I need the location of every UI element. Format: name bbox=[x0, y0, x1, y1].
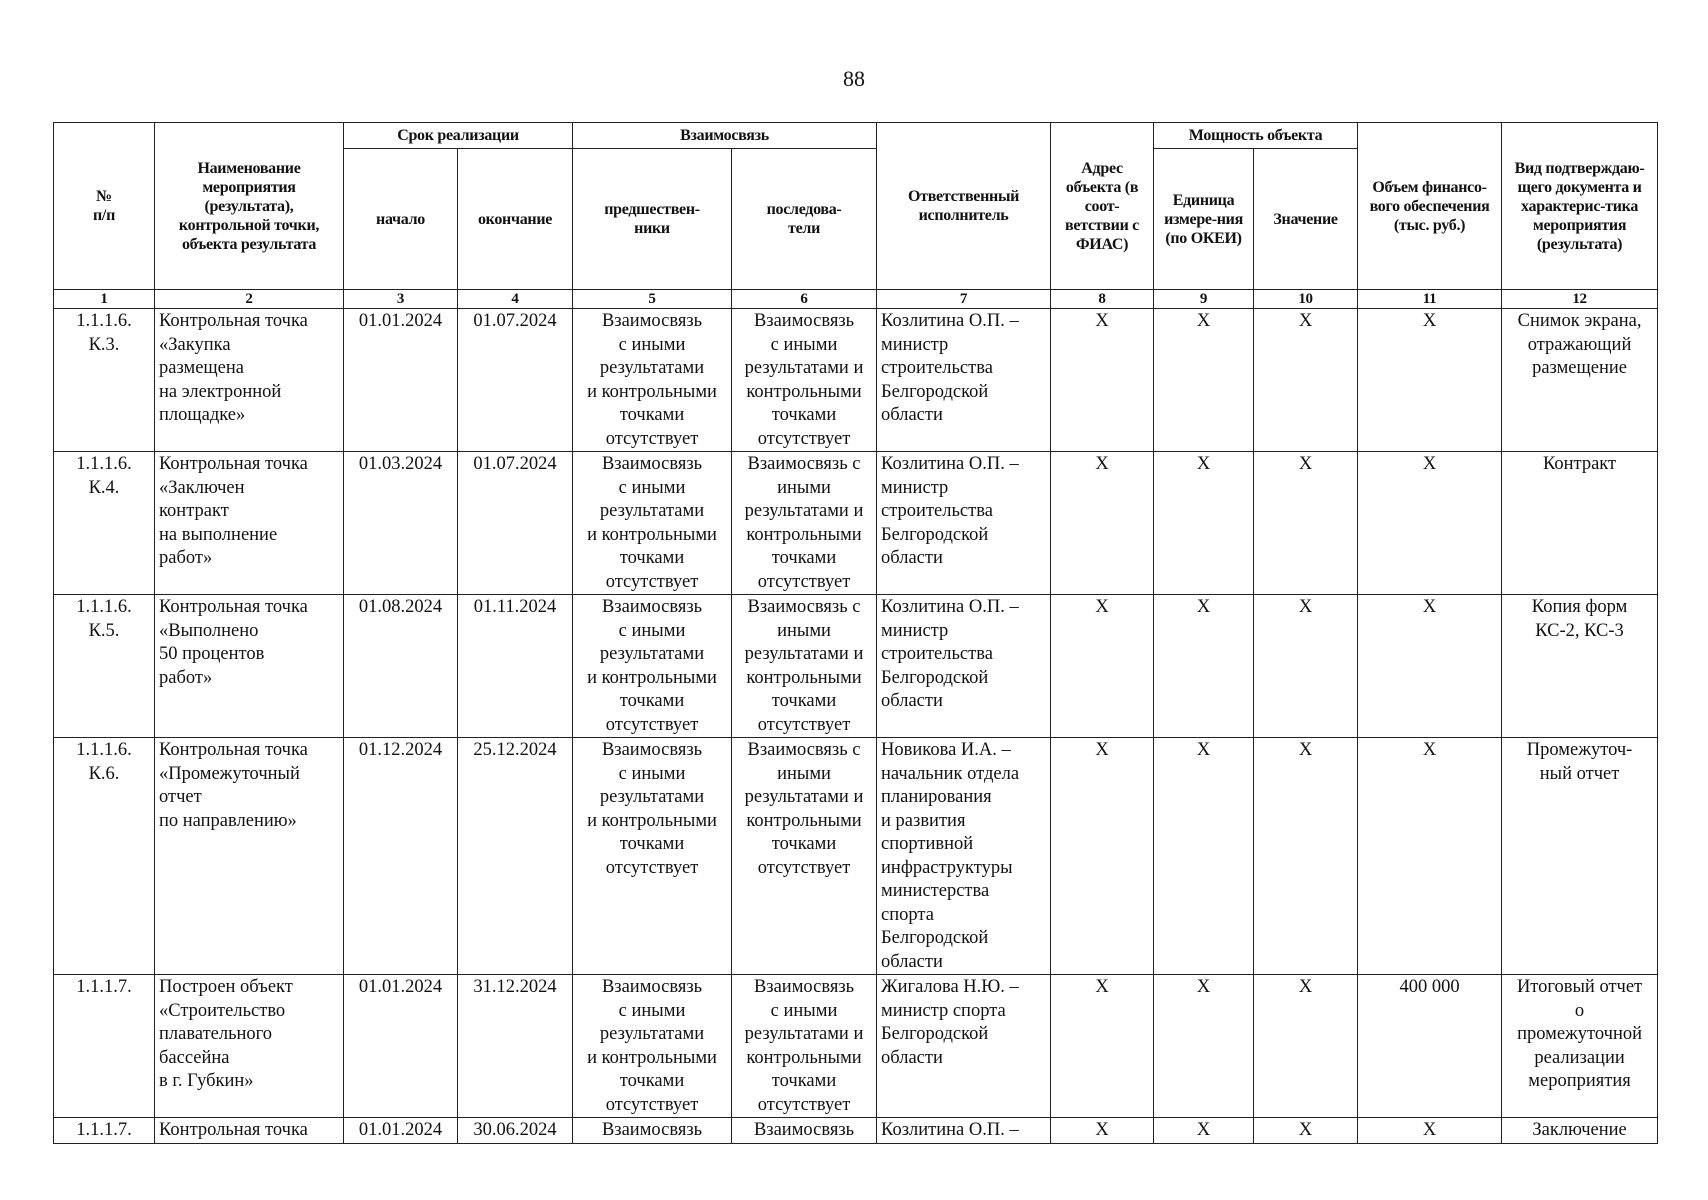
cell-responsible: Козлитина О.П. – министр строительства Белгородской области bbox=[877, 309, 1051, 452]
cell-address: Х bbox=[1051, 1118, 1154, 1144]
cell-successors: Взаимосвязь с иными результатами и контрольными точками отсутствует bbox=[732, 975, 877, 1118]
cell-unit: Х bbox=[1154, 975, 1254, 1118]
cell-value: Х bbox=[1254, 975, 1358, 1118]
cell-start: 01.01.2024 bbox=[344, 1118, 458, 1144]
cell-unit: Х bbox=[1154, 1118, 1254, 1144]
cell-finance: 400 000 bbox=[1358, 975, 1502, 1118]
cell-name: Контрольная точка «Закупка размещена на электронной площадке» bbox=[155, 309, 344, 452]
cell-doc: Итоговый отчет о промежуточной реализации мероприятия bbox=[1502, 975, 1658, 1118]
header-relation: Взаимосвязь bbox=[573, 123, 877, 149]
cell-predecessors: Взаимосвязь с иными результатами и контрольными точками отсутствует bbox=[573, 452, 732, 595]
page-number: 88 bbox=[843, 66, 865, 91]
cell-finance: Х bbox=[1358, 452, 1502, 595]
cell-name: Контрольная точка «Выполнено 50 процентов работ» bbox=[155, 595, 344, 738]
cell-successors: Взаимосвязь с иными результатами и контрольными точками отсутствует bbox=[732, 738, 877, 975]
cell-address: Х bbox=[1051, 975, 1154, 1118]
header-end: окончание bbox=[458, 149, 573, 290]
cell-predecessors: Взаимосвязь с иными результатами и контрольными точками отсутствует bbox=[573, 975, 732, 1118]
cell-end: 25.12.2024 bbox=[458, 738, 573, 975]
cell-no: 1.1.1.6. К.5. bbox=[54, 595, 155, 738]
cell-start: 01.12.2024 bbox=[344, 738, 458, 975]
cell-finance: Х bbox=[1358, 738, 1502, 975]
column-number: 12 bbox=[1502, 290, 1658, 309]
cell-predecessors: Взаимосвязь bbox=[573, 1118, 732, 1144]
header-address: Адрес объекта (в соот-ветствии с ФИАС) bbox=[1051, 123, 1154, 290]
header-responsible: Ответственный исполнитель bbox=[877, 123, 1051, 290]
column-number: 7 bbox=[877, 290, 1051, 309]
cell-value: Х bbox=[1254, 452, 1358, 595]
table-row bbox=[54, 1118, 1658, 1144]
header-successors: последова- тели bbox=[732, 149, 877, 290]
cell-doc: Контракт bbox=[1502, 452, 1658, 595]
cell-end: 01.11.2024 bbox=[458, 595, 573, 738]
cell-unit: Х bbox=[1154, 595, 1254, 738]
cell-successors: Взаимосвязь bbox=[732, 1118, 877, 1144]
cell-responsible: Новикова И.А. – начальник отдела планирования и развития спортивной инфраструктуры министерства спорта Белгородской области bbox=[877, 738, 1051, 975]
column-number: 8 bbox=[1051, 290, 1154, 309]
cell-end: 01.07.2024 bbox=[458, 309, 573, 452]
column-number: 11 bbox=[1358, 290, 1502, 309]
cell-start: 01.01.2024 bbox=[344, 309, 458, 452]
header-name: Наименование мероприятия (результата), контрольной точки, объекта результата bbox=[155, 123, 344, 290]
cell-no: 1.1.1.6. К.4. bbox=[54, 452, 155, 595]
cell-end: 31.12.2024 bbox=[458, 975, 573, 1118]
cell-successors: Взаимосвязь с иными результатами и контрольными точками отсутствует bbox=[732, 309, 877, 452]
cell-value: Х bbox=[1254, 309, 1358, 452]
column-number: 4 bbox=[458, 290, 573, 309]
column-number: 3 bbox=[344, 290, 458, 309]
cell-value: Х bbox=[1254, 1118, 1358, 1144]
header-unit: Единица измере-ния (по ОКЕИ) bbox=[1154, 149, 1254, 290]
cell-finance: Х bbox=[1358, 1118, 1502, 1144]
cell-start: 01.08.2024 bbox=[344, 595, 458, 738]
cell-start: 01.01.2024 bbox=[344, 975, 458, 1118]
cell-value: Х bbox=[1254, 738, 1358, 975]
header-predecessors: предшествен- ники bbox=[573, 149, 732, 290]
table-row bbox=[54, 452, 1658, 595]
cell-no: 1.1.1.7. bbox=[54, 1118, 155, 1144]
cell-predecessors: Взаимосвязь с иными результатами и контрольными точками отсутствует bbox=[573, 595, 732, 738]
header-value: Значение bbox=[1254, 149, 1358, 290]
table-row bbox=[54, 595, 1658, 738]
cell-address: Х bbox=[1051, 595, 1154, 738]
cell-name: Построен объект «Строительство плавательного бассейна в г. Губкин» bbox=[155, 975, 344, 1118]
column-number: 1 bbox=[54, 290, 155, 309]
cell-no: 1.1.1.6. К.3. bbox=[54, 309, 155, 452]
cell-end: 01.07.2024 bbox=[458, 452, 573, 595]
cell-doc: Копия форм КС-2, КС-3 bbox=[1502, 595, 1658, 738]
cell-finance: Х bbox=[1358, 595, 1502, 738]
cell-value: Х bbox=[1254, 595, 1358, 738]
cell-successors: Взаимосвязь с иными результатами и контрольными точками отсутствует bbox=[732, 595, 877, 738]
cell-doc: Промежуточ- ный отчет bbox=[1502, 738, 1658, 975]
cell-end: 30.06.2024 bbox=[458, 1118, 573, 1144]
table-row bbox=[54, 309, 1658, 452]
cell-responsible: Козлитина О.П. – министр строительства Белгородской области bbox=[877, 452, 1051, 595]
header-start: начало bbox=[344, 149, 458, 290]
header-finance: Объем финансо-вого обеспечения (тыс. руб.) bbox=[1358, 123, 1502, 290]
header-capacity: Мощность объекта bbox=[1154, 123, 1358, 149]
column-number: 2 bbox=[155, 290, 344, 309]
cell-finance: Х bbox=[1358, 309, 1502, 452]
cell-unit: Х bbox=[1154, 309, 1254, 452]
cell-no: 1.1.1.7. bbox=[54, 975, 155, 1118]
header-doc-type: Вид подтверждаю-щего документа и характерис-тика мероприятия (результата) bbox=[1502, 123, 1658, 290]
cell-responsible: Жигалова Н.Ю. – министр спорта Белгородской области bbox=[877, 975, 1051, 1118]
table-row bbox=[54, 738, 1658, 975]
cell-successors: Взаимосвязь с иными результатами и контрольными точками отсутствует bbox=[732, 452, 877, 595]
column-number: 6 bbox=[732, 290, 877, 309]
cell-start: 01.03.2024 bbox=[344, 452, 458, 595]
cell-address: Х bbox=[1051, 452, 1154, 595]
cell-name: Контрольная точка «Заключен контракт на выполнение работ» bbox=[155, 452, 344, 595]
cell-address: Х bbox=[1051, 309, 1154, 452]
cell-responsible: Козлитина О.П. – министр строительства Белгородской области bbox=[877, 595, 1051, 738]
cell-doc: Снимок экрана, отражающий размещение bbox=[1502, 309, 1658, 452]
header-period: Срок реализации bbox=[344, 123, 573, 149]
plan-table bbox=[53, 122, 1658, 1144]
cell-unit: Х bbox=[1154, 738, 1254, 975]
column-number: 10 bbox=[1254, 290, 1358, 309]
cell-no: 1.1.1.6. К.6. bbox=[54, 738, 155, 975]
cell-predecessors: Взаимосвязь с иными результатами и контрольными точками отсутствует bbox=[573, 309, 732, 452]
cell-name: Контрольная точка bbox=[155, 1118, 344, 1144]
header-no: № п/п bbox=[54, 123, 155, 290]
table-row bbox=[54, 975, 1658, 1118]
cell-name: Контрольная точка «Промежуточный отчет по направлению» bbox=[155, 738, 344, 975]
cell-address: Х bbox=[1051, 738, 1154, 975]
column-number: 5 bbox=[573, 290, 732, 309]
cell-doc: Заключение bbox=[1502, 1118, 1658, 1144]
cell-responsible: Козлитина О.П. – bbox=[877, 1118, 1051, 1144]
column-number: 9 bbox=[1154, 290, 1254, 309]
cell-predecessors: Взаимосвязь с иными результатами и контрольными точками отсутствует bbox=[573, 738, 732, 975]
cell-unit: Х bbox=[1154, 452, 1254, 595]
